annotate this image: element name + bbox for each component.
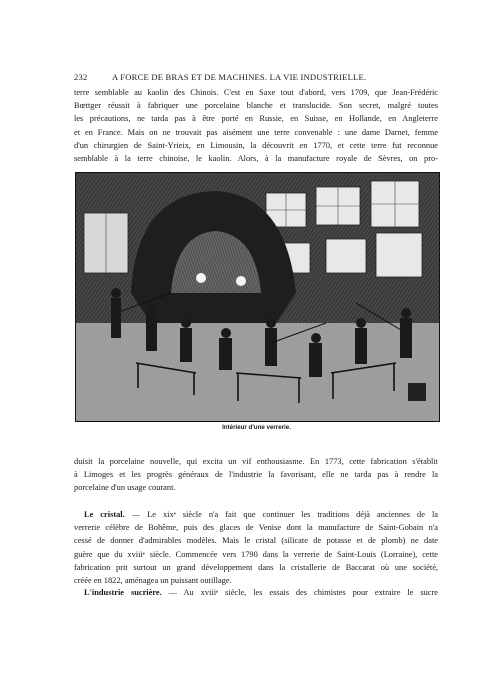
glassworks-engraving — [75, 172, 440, 422]
section-heading-crystal: Le cristal. — [84, 510, 125, 519]
paragraph-sugar-industry — [74, 586, 438, 599]
text-run: — Le xixᵉ siècle n'a fait que continuer les traditions déjà anciennes de la — [124, 510, 438, 519]
text-line: semblable à la terre chinoise, le kaolin. Alors, à la manufacture royale de Sèvres, on pro- — [74, 154, 438, 164]
paragraph-porcelain — [74, 86, 438, 165]
text-line: fabrication prit surtout un grand développement dans la cristallerie de Baccarat où une société, — [74, 562, 438, 572]
text-line — [74, 508, 438, 521]
text-line: à Limoges et les progrès généraux de l'industrie la favorisant, elle ne tarda pas à rendre la — [74, 470, 438, 480]
text-line: Bœttger réussit à fabriquer une porcelaine blanche et translucide. Son secret, malgré toutes — [74, 101, 438, 111]
paragraph-porcelain-continued — [74, 455, 438, 495]
text-line — [74, 586, 438, 599]
page-number: 232 — [74, 72, 88, 82]
section-heading-sugar: L'industrie sucrière. — [84, 588, 162, 597]
text-line: verrerie célèbre de Bohême, puis des glaces de Venise dont la manufacture de Saint-Gobain n'a — [74, 523, 438, 533]
figure-caption: Intérieur d'une verrerie. — [222, 424, 291, 431]
text-line: porcelaine d'un usage courant. — [74, 483, 176, 493]
text-line: d'un chirurgien de Saint-Yrieix, en Limousin, la découvrit en 1770, et cette terre fut reconnue — [74, 140, 438, 150]
text-line: terre semblable au kaolin des Chinois. C'est en Saxe tout d'abord, vers 1709, que Jean-Frédéric — [74, 88, 438, 97]
text-line: duisit la porcelaine nouvelle, qui excita un vif enthousiasme. En 1773, cette fabrication s'établit — [74, 457, 438, 466]
text-line: cessé de donner d'admirables modèles. Mais le cristal (silicate de potasse et de plomb) ne date — [74, 536, 438, 546]
text-run: — Au xviiiᵉ siècle, les essais des chimistes pour extraire le sucre — [161, 588, 438, 597]
paragraph-crystal — [74, 508, 438, 587]
engraving-illustration — [76, 173, 439, 421]
running-title: A FORCE DE BRAS ET DE MACHINES. LA VIE INDUSTRIELLE. — [112, 72, 367, 82]
text-line: les précautions, ne tarda pas à être porté en Russie, en Suisse, en Hollande, en Angleterre — [74, 114, 438, 124]
text-line: guère que du xviiiᵉ siècle. Commencée vers 1790 dans la verrerie de Saint-Louis (Lorraine), cette — [74, 549, 438, 559]
text-line: et en France. Mais on ne trouvait pas aisément une terre convenable : une dame Darnet, femme — [74, 127, 438, 137]
text-line: créée en 1822, aménagea un puissant outillage. — [74, 576, 232, 586]
running-header — [74, 72, 436, 86]
